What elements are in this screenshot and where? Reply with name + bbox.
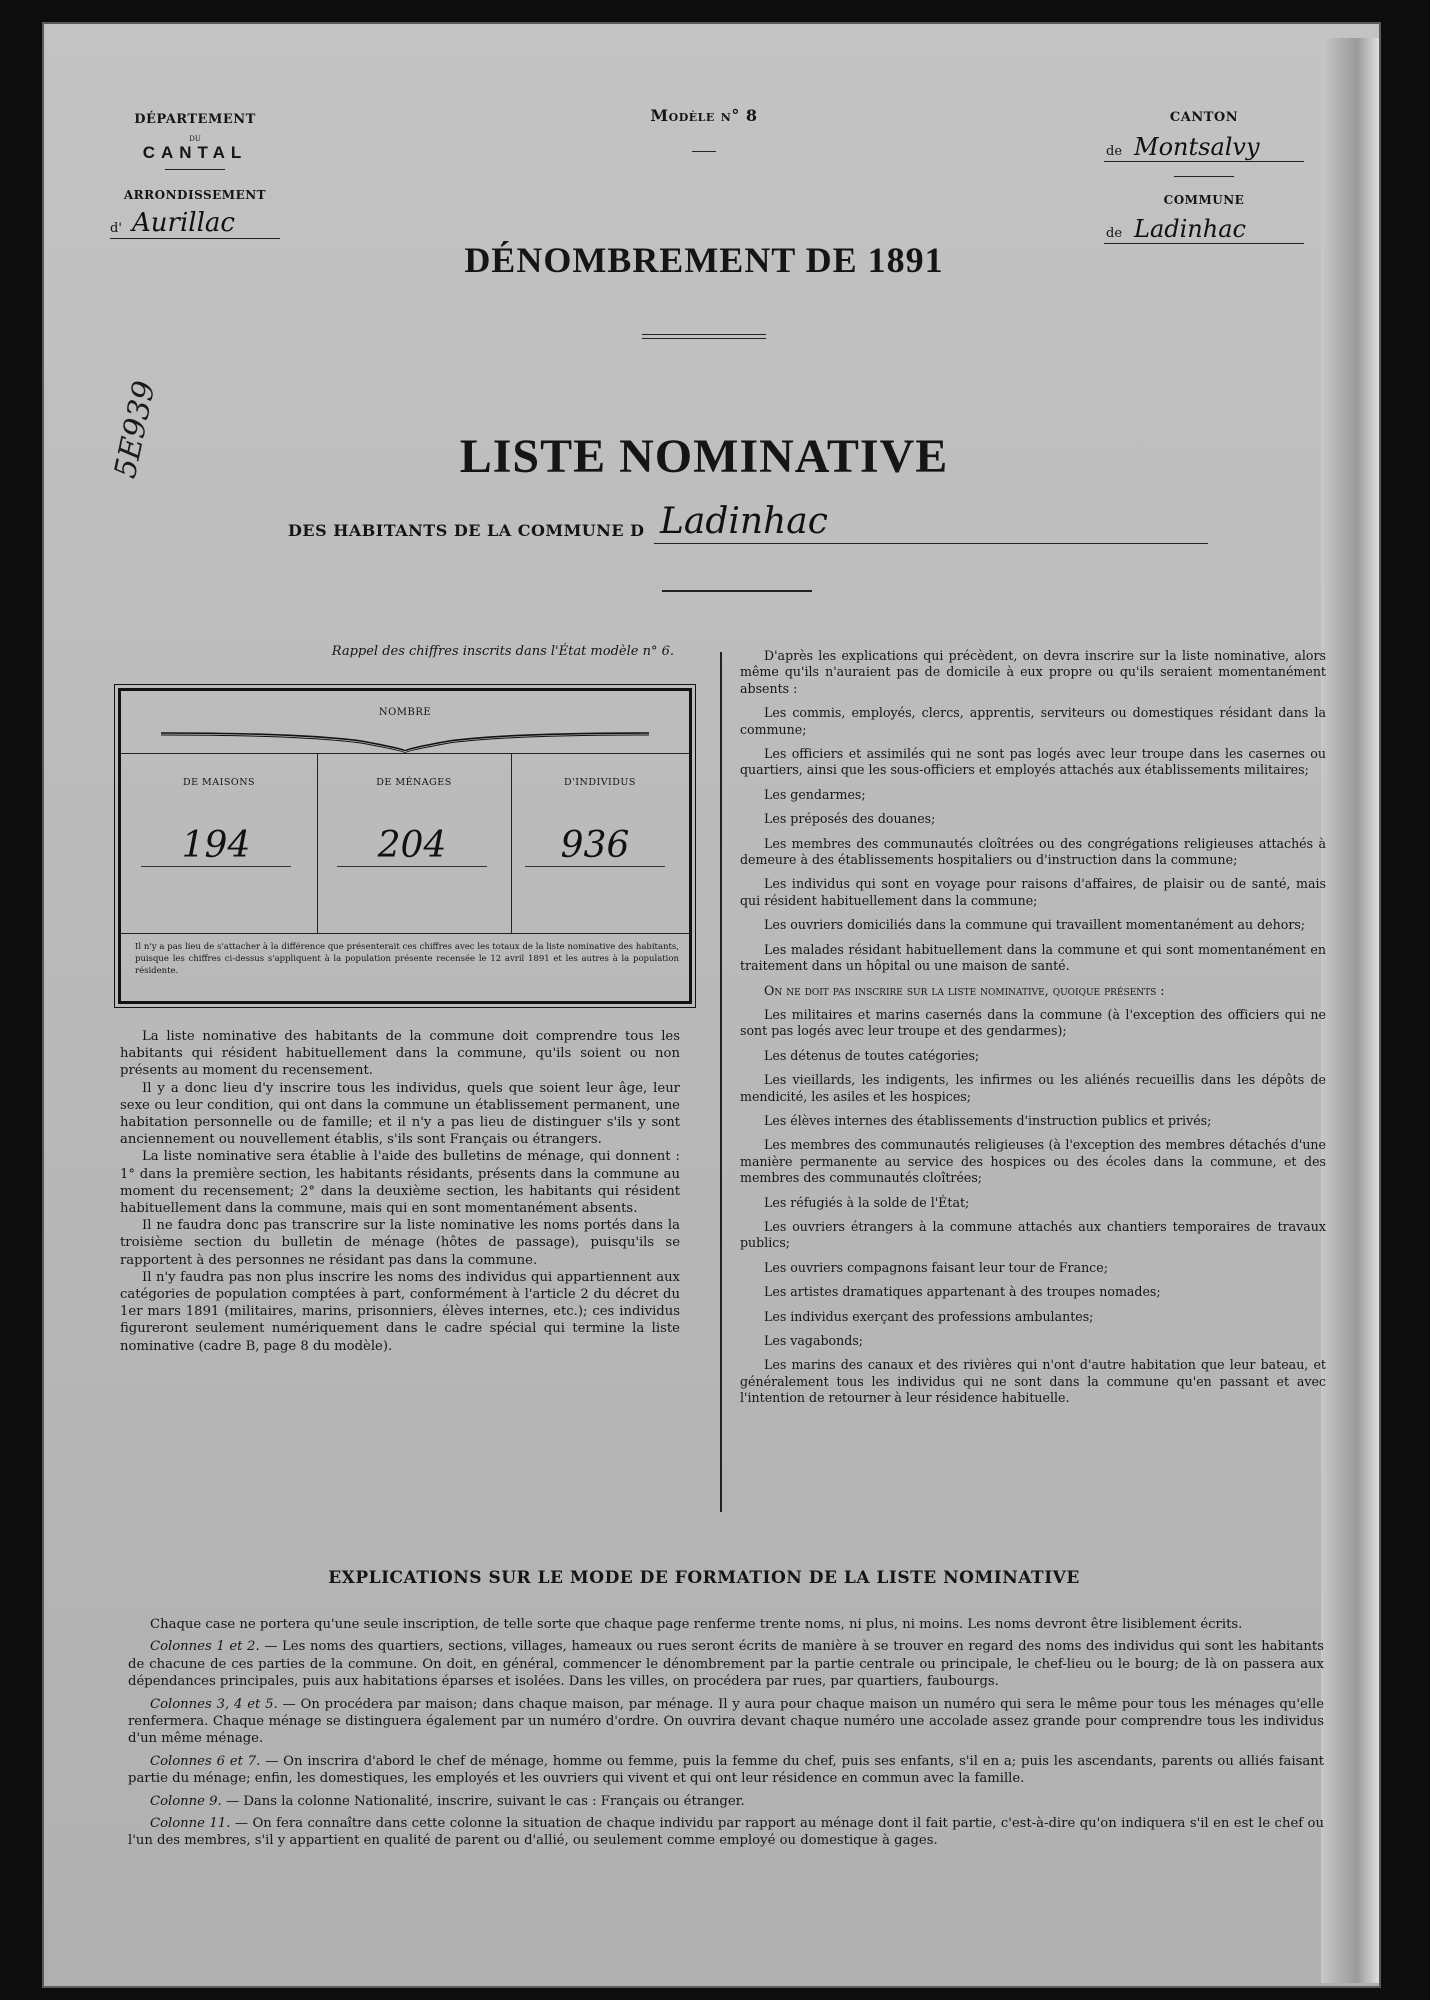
rappel-box bbox=[118, 688, 692, 1004]
include-item-4: Les préposés des douanes; bbox=[764, 811, 936, 827]
expl-para-1 bbox=[128, 1638, 1324, 1690]
arrondissement-field bbox=[110, 210, 280, 239]
include-item-8: Les malades résidant habituellement dans la commune et qui sont momentanément en traitement dans un hôpital ou une maison de santé. bbox=[740, 941, 1326, 974]
title-double-rule bbox=[642, 334, 766, 339]
commune-field bbox=[1104, 213, 1304, 244]
liste-commune-value: Ladinhac bbox=[660, 501, 828, 542]
expl-para-3 bbox=[128, 1753, 1324, 1788]
col-menages: DE MÉNAGES bbox=[376, 777, 452, 788]
canton-label: CANTON bbox=[1169, 110, 1239, 125]
explications-title: EXPLICATIONS SUR LE MODE DE FORMATION DE LA LISTE NOMINATIVE bbox=[328, 1568, 1080, 1588]
departement-label: DÉPARTEMENT bbox=[134, 112, 256, 127]
left-text bbox=[120, 1028, 680, 1355]
rappel-caption: Rappel des chiffres inscrits dans l'État modèle n° 6. bbox=[331, 644, 674, 659]
departement-name: CANTAL bbox=[142, 143, 248, 162]
nombre-label: NOMBRE bbox=[378, 707, 432, 718]
expl-text-1: — Les noms des quartiers, sections, villages, hameaux ou rues seront écrits de manière à se trouver en regard des noms des individus qui sont les habitants de chacune de ces parties de la commune. On doit, en général, commencer le dénombrement par la partie centrale ou principale, le chef-lieu ou le bourg; de là on passera aux dépendances principales, puis aux habitations éparses et isolées. Dans les villes, on procédera par rues, par quartiers, faubourgs. bbox=[128, 1639, 1324, 1690]
include-item-6: Les individus qui sont en voyage pour raisons d'affaires, de plaisir ou de santé, mais qui résident habituellement dans la commune; bbox=[740, 876, 1326, 908]
exclude-item-7: Les ouvriers étrangers à la commune attachés aux chantiers temporaires de travaux publics; bbox=[740, 1218, 1326, 1251]
include-item-2: Les officiers et assimilés qui ne sont pas logés avec leur troupe dans les casernes ou quartiers, ainsi que les sous-officiers et employés attachés aux établissements militaires; bbox=[740, 746, 1326, 778]
expl-para-5 bbox=[128, 1815, 1324, 1850]
exclude-item-4: Les élèves internes des établissements d'instruction publics et privés; bbox=[764, 1112, 1212, 1128]
exclude-item-8: Les ouvriers compagnons faisant leur tour de France; bbox=[764, 1259, 1108, 1275]
expl-text-3: — On inscrira d'abord le chef de ménage, homme ou femme, puis la femme du chef, puis ses enfants, s'il en a; puis les ascendants, parents ou alliés faisant partie du ménage; enfin, les domestiques, les employés et les ouvriers qui vivent et qui ont leur résidence en commun avec la famille. bbox=[128, 1753, 1324, 1787]
exclude-item-11: Les vagabonds; bbox=[764, 1333, 863, 1348]
value-maisons: 194 bbox=[141, 825, 291, 867]
exclude-item-10: Les individus exerçant des professions ambulantes; bbox=[764, 1308, 1094, 1324]
nombre-brace bbox=[161, 721, 649, 761]
canton-prefix: de bbox=[1106, 144, 1123, 159]
left-para-1: La liste nominative des habitants de la commune doit comprendre tous les habitants qui résident habituellement dans la commune, qu'ils soient ou non présents au moment du recensement. bbox=[120, 1029, 680, 1079]
rappel-note: Il n'y a pas lieu de s'attacher à la différence que présenterait ces chiffres avec les totaux de la liste nominative des habitants, puisque les chiffres ci-dessus s'appliquent à la population présente recensée le 12 avril 1891 et les autres à la population résidente. bbox=[135, 942, 679, 976]
header-right bbox=[1104, 110, 1304, 244]
expl-para-4 bbox=[128, 1793, 1324, 1810]
margin-archive-note: 5E939 bbox=[108, 377, 163, 482]
left-para-3: La liste nominative sera établie à l'aide des bulletins de ménage, qui donnent : 1° dans la première section, les habitants résidants, présents dans la commune au moment du recensement; 2° dans la deuxième section, les habitants qui résident habituellement dans la commune, mais qui en sont momentanément absents. bbox=[120, 1149, 680, 1217]
exclude-item-6: Les réfugiés à la solde de l'État; bbox=[764, 1194, 970, 1210]
include-item-3: Les gendarmes; bbox=[764, 786, 866, 802]
commune-label: COMMUNE bbox=[1163, 193, 1245, 207]
expl-para-0 bbox=[128, 1616, 1324, 1633]
arrondissement-value: Aurillac bbox=[132, 208, 235, 238]
liste-rule bbox=[662, 590, 812, 592]
canton-value: Montsalvy bbox=[1134, 133, 1260, 161]
header-right-rule bbox=[1174, 176, 1234, 177]
include-item-7: Les ouvriers domiciliés dans la commune qui travaillent momentanément au dehors; bbox=[764, 917, 1306, 933]
value-individus: 936 bbox=[525, 825, 665, 867]
main-title: DÉNOMBREMENT DE 1891 bbox=[464, 240, 944, 280]
explications-text bbox=[128, 1616, 1324, 1855]
expl-text-2: — On procédera par maison; dans chaque maison, par ménage. Il y aura pour chaque maison un numéro qui sera le même pour tous les ménages qu'elle renfermera. Chaque ménage se distinguera également par un numéro d'ordre. On ouvrira devant chaque numéro une accolade assez grande pour comprendre tous les individus d'un même ménage. bbox=[128, 1696, 1325, 1747]
exclude-item-12: Les marins des canaux et des rivières qui n'ont d'autre habitation que leur bateau, et généralement tous les individus qui ne sont dans la commune qu'en passant et avec l'intention de retourner à leur résidence habituelle. bbox=[740, 1357, 1326, 1406]
expl-lead-2: Colonnes 3, 4 et 5. bbox=[150, 1696, 278, 1712]
rappel-note-rule bbox=[121, 933, 689, 934]
expl-lead-5: Colonne 11. bbox=[150, 1816, 231, 1832]
rappel-row-rule bbox=[121, 753, 689, 754]
expl-para-2 bbox=[128, 1696, 1324, 1748]
commune-value: Ladinhac bbox=[1134, 215, 1246, 243]
liste-title: LISTE NOMINATIVE bbox=[459, 430, 949, 483]
liste-subtitle: DES HABITANTS DE LA COMMUNE D bbox=[288, 521, 645, 540]
expl-text-4: — Dans la colonne Nationalité, inscrire, suivant le cas : Français ou étranger. bbox=[221, 1793, 745, 1809]
exclude-heading: On ne doit pas inscrire sur la liste nominative, quoique présents : bbox=[764, 982, 1165, 998]
expl-lead-4: Colonne 9. bbox=[150, 1793, 222, 1809]
liste-subtitle-row bbox=[288, 502, 1208, 546]
left-para-4: Il ne faudra donc pas transcrire sur la liste nominative les noms portés dans la troisième section du bulletin de ménage (hôtes de passage), puisqu'ils se rapportent à des personnes ne résidant pas dans la commune. bbox=[120, 1218, 680, 1268]
col-individus: D'INDIVIDUS bbox=[564, 777, 636, 788]
left-para-2: Il y a donc lieu d'y inscrire tous les individus, quels que soient leur âge, leur sexe ou leur condition, qui ont dans la commune un établissement permanent, une habitation personnelle ou de famille; et il n'y a pas lieu de distinguer s'ils y sont anciennement ou nouvellement établis, s'ils sont Français ou étrangers. bbox=[120, 1080, 680, 1148]
include-item-5: Les membres des communautés cloîtrées ou des congrégations religieuses attachés à demeure à des établissements hospitaliers ou d'instruction dans la commune; bbox=[740, 835, 1326, 868]
exclude-item-2: Les détenus de toutes catégories; bbox=[764, 1047, 980, 1063]
modele-rule bbox=[692, 151, 716, 152]
modele-number: Modèle n° 8 bbox=[650, 106, 758, 125]
col-maisons: DE MAISONS bbox=[182, 777, 256, 788]
expl-text-5: — On fera connaître dans cette colonne la situation de chaque individu par rapport au ménage dont il fait partie, c'est-à-dire qu'on indiquera s'il en est le chef ou l'un des membres, s'il y appartient en qualité de parent ou d'allié, ou seulement comme employé ou domestique à gages. bbox=[128, 1816, 1324, 1849]
arrondissement-label: ARRONDISSEMENT bbox=[123, 188, 267, 202]
left-para-5: Il n'y faudra pas non plus inscrire les noms des individus qui appartiennent aux catégories de population comptées à part, conformément à l'article 2 du décret du 1er mars 1891 (militaires, marins, prisonniers, élèves internes, etc.); ces individus figureront seulement numériquement dans le cadre spécial qui termine la liste nominative (cadre B, page 8 du modèle). bbox=[120, 1269, 680, 1354]
expl-lead-3: Colonnes 6 et 7. bbox=[150, 1753, 261, 1769]
right-intro: D'après les explications qui précèdent, on devra inscrire sur la liste nominative, alors même qu'ils n'auraient pas de domicile à eux propre ou qu'ils seraient momentanément absents : bbox=[740, 648, 1326, 696]
value-menages: 204 bbox=[337, 825, 487, 867]
arrondissement-prefix: d' bbox=[110, 221, 122, 236]
commune-prefix: de bbox=[1106, 226, 1123, 241]
include-item-1: Les commis, employés, clercs, apprentis, serviteurs ou domestiques résidant dans la commune; bbox=[740, 705, 1326, 737]
exclude-item-3: Les vieillards, les indigents, les infirmes ou les aliénés recueillis dans les dépôts de mendicité, les asiles et les hospices; bbox=[740, 1072, 1326, 1104]
liste-subtitle-line bbox=[654, 543, 1208, 544]
header-left bbox=[110, 112, 280, 239]
column-divider bbox=[720, 652, 722, 1512]
census-page bbox=[44, 24, 1379, 1986]
right-text bbox=[740, 648, 1326, 1415]
exclude-item-1: Les militaires et marins casernés dans la commune (à l'exception des officiers qui ne sont pas logés avec leur troupe et des gendarmes); bbox=[740, 1006, 1326, 1039]
header-rule bbox=[165, 169, 225, 170]
canton-field bbox=[1104, 131, 1304, 162]
page-edge bbox=[1321, 38, 1379, 1983]
expl-text-0: Chaque case ne portera qu'une seule inscription, de telle sorte que chaque page renferme trente noms, ni plus, ni moins. Les noms devront être lisiblement écrits. bbox=[150, 1617, 1243, 1632]
exclude-item-9: Les artistes dramatiques appartenant à des troupes nomades; bbox=[764, 1284, 1161, 1300]
exclude-item-5: Les membres des communautés religieuses (à l'exception des membres détachés d'une manière permanente au service des hospices ou des écoles dans la commune, et des membres des communautés cloîtrées; bbox=[740, 1137, 1326, 1186]
expl-lead-1: Colonnes 1 et 2. bbox=[150, 1639, 260, 1655]
modele-block bbox=[604, 106, 804, 152]
du-label: DU bbox=[189, 135, 201, 143]
